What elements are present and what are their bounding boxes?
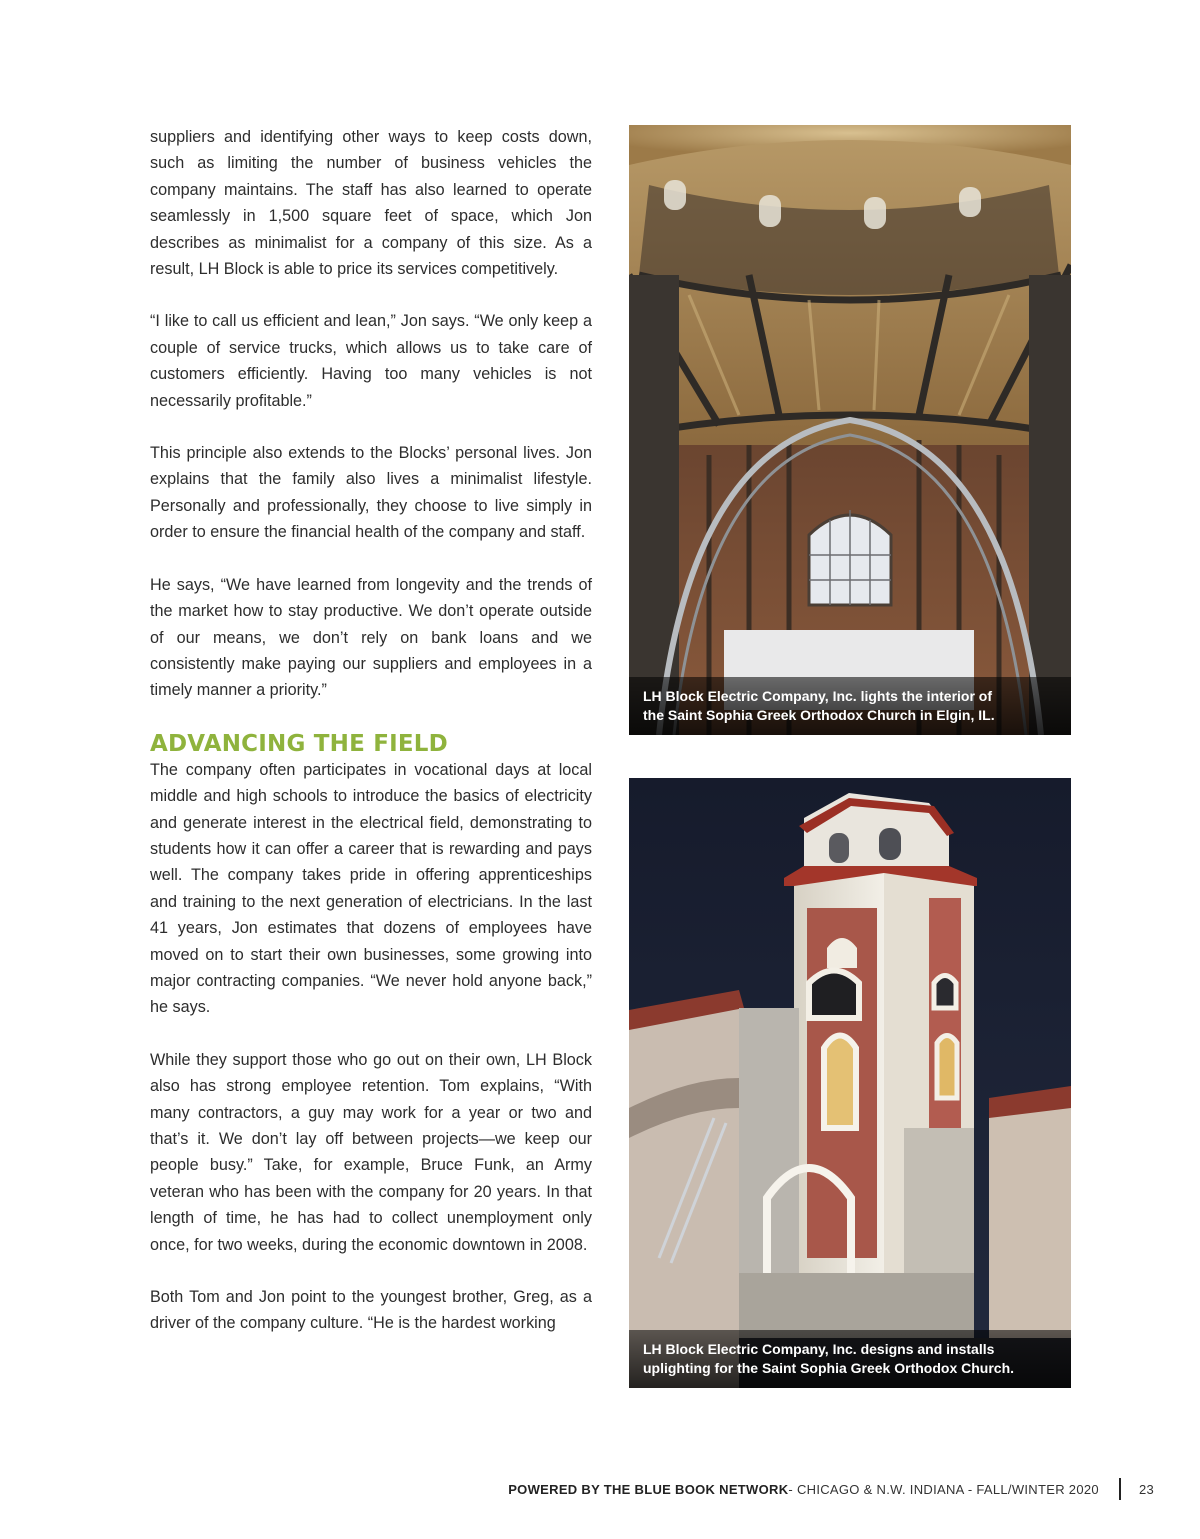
article-column — [150, 124, 592, 1337]
section-heading: ADVANCING THE FIELD — [150, 730, 448, 757]
church-tower-image — [629, 778, 1071, 1388]
article-paragraph: suppliers and identifying other ways to keep costs down, such as limiting the number of business vehicles the company maintains. The staff has also learned to operate seamlessly in 1,500 square feet of space, which Jon describes as minimalist for a company of this size. As a result, LH Block is able to price its services competitively. — [150, 128, 592, 279]
caption-line: the Saint Sophia Greek Orthodox Church in Elgin, IL. — [643, 706, 995, 723]
article-paragraph: This principle also extends to the Blocks’ personal lives. Jon explains that the family also lives a minimalist lifestyle. Personally and professionally, they choose to live simply in order to ensure the financial health of the company and staff. — [150, 444, 592, 542]
photo-caption — [629, 677, 1071, 735]
church-interior-photo — [629, 125, 1071, 735]
article-paragraph: Both Tom and Jon point to the youngest brother, Greg, as a driver of the company culture. “He is the hardest working — [150, 1288, 592, 1333]
page-number: 23 — [1138, 1481, 1154, 1497]
article-paragraph: The company often participates in vocational days at local middle and high schools to introduce the basics of electricity and generate interest in the electrical field, demonstrating to students how it can offer a career that is rewarding and pays well. The company takes pride in offering apprenticeships and training to the next generation of electricians. In the last 41 years, Jon estimates that dozens of employees have moved on to start their own businesses, some growing into major contracting companies. “We never hold anyone back,” he says. — [150, 760, 592, 1017]
church-interior-image — [629, 125, 1071, 735]
caption-line: LH Block Electric Company, Inc. lights the interior of — [643, 688, 993, 704]
article-paragraph: He says, “We have learned from longevity and the trends of the market how to stay productive. We don’t operate outside of our means, we don’t rely on bank loans and we consistently make paying our suppliers and employees in a timely manner a priority.” — [150, 575, 592, 700]
page-footer — [508, 1479, 1154, 1499]
photo-caption — [629, 1330, 1071, 1388]
article-paragraph: While they support those who go out on their own, LH Block also has strong employee retention. Tom explains, “With many contractors, a guy may work for a year or two and that’s it. We don’t lay off between projects—we keep our people busy.” Take, for example, Bruce Funk, an Army veteran who has been with the company for 20 years. In that length of time, he has had to collect unemployment only once, for two weeks, during the economic downtown in 2008. — [150, 1050, 592, 1254]
footer-edition: - CHICAGO & N.W. INDIANA - FALL/WINTER 2020 — [788, 1481, 1099, 1497]
caption-line: uplighting for the Saint Sophia Greek Orthodox Church. — [643, 1359, 1015, 1376]
footer-divider — [1119, 1478, 1121, 1500]
caption-line: LH Block Electric Company, Inc. designs and installs — [643, 1341, 995, 1357]
church-tower-photo — [629, 778, 1071, 1388]
footer-brand: POWERED BY THE BLUE BOOK NETWORK — [508, 1481, 789, 1497]
article-paragraph: “I like to call us efficient and lean,” Jon says. “We only keep a couple of service trucks, which allows us to take care of customers efficiently. Having too many vehicles is not necessarily profitable.” — [150, 312, 592, 410]
